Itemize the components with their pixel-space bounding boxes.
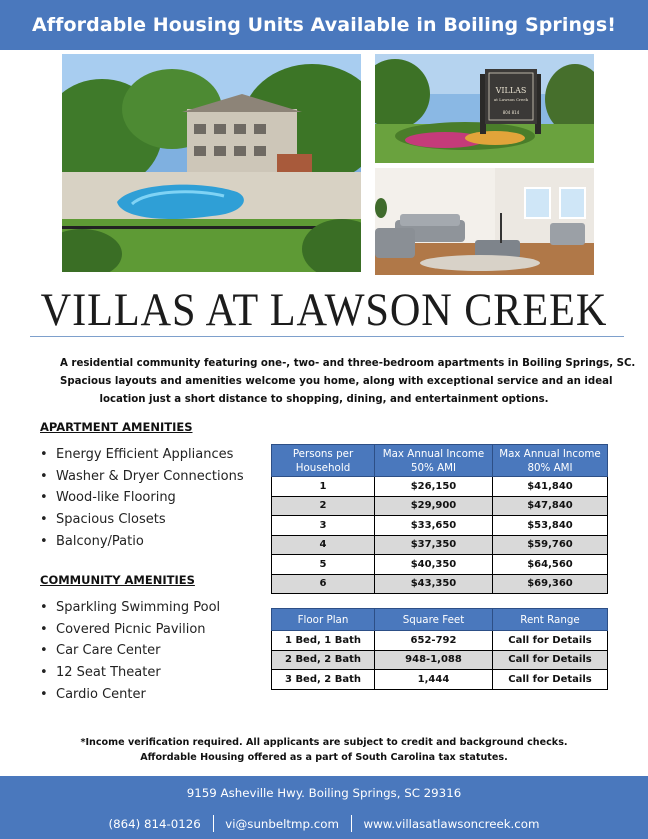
list-item: • Car Care Center — [40, 640, 220, 662]
bullet-icon: • — [40, 600, 48, 615]
list-item: • Sparkling Swimming Pool — [40, 597, 220, 619]
bullet-icon: • — [40, 621, 48, 637]
list-item: • Washer & Dryer Connections — [40, 466, 244, 488]
disclaimer — [60, 735, 588, 765]
floor-plan-table — [271, 608, 608, 690]
table-header: Persons per Household — [272, 445, 375, 477]
footer-email[interactable]: vi@sunbeltmp.com — [225, 817, 339, 831]
pool-photo — [62, 54, 361, 272]
footer-website[interactable]: www.villasatlawsoncreek.com — [363, 817, 540, 831]
list-item: • Balcony/Patio — [40, 531, 244, 553]
intro-line: Spacious layouts and amenities welcome you home, along with exceptional service and an ideal — [60, 376, 613, 387]
list-item: • Cardio Center — [40, 684, 220, 706]
footer-separator — [213, 815, 214, 832]
bullet-icon: • — [40, 643, 48, 659]
apartment-amenities-heading: APARTMENT AMENITIES — [40, 420, 193, 434]
table-header: Max Annual Income 50% AMI — [375, 445, 493, 477]
list-item: • Energy Efficient Appliances — [40, 444, 244, 466]
footer-separator — [351, 815, 352, 832]
table-row: 4 $37,350 $59,760 — [272, 535, 608, 555]
sign-brand: VILLAS — [495, 86, 527, 95]
title-divider — [30, 336, 624, 337]
top-banner — [0, 0, 648, 50]
apartment-amenities-list — [40, 444, 244, 552]
disclaimer-line: Affordable Housing offered as a part of South Carolina tax statutes. — [140, 752, 508, 763]
intro-paragraph — [60, 355, 636, 409]
bullet-icon: • — [40, 533, 48, 549]
footer-phone[interactable]: (864) 814-0126 — [108, 817, 201, 831]
bullet-icon: • — [40, 686, 48, 702]
living-room-photo — [375, 168, 594, 275]
table-row: 1 $26,150 $41,840 — [272, 477, 608, 497]
bullet-icon: • — [40, 512, 48, 528]
table-row: 3 Bed, 2 Bath 1,444 Call for Details — [272, 670, 608, 690]
entrance-sign-photo — [375, 54, 594, 163]
table-row: 2 Bed, 2 Bath 948-1,088 Call for Details — [272, 650, 608, 670]
sign-sub: at Lawson Creek — [493, 97, 529, 102]
table-row: 6 $43,350 $69,360 — [272, 574, 608, 594]
footer-contacts — [0, 815, 648, 832]
table-header: Floor Plan — [272, 609, 375, 631]
intro-line: location just a short distance to shopping, dining, and entertainment options. — [99, 394, 549, 405]
footer-address: 9159 Asheville Hwy. Boiling Springs, SC 29316 — [186, 786, 462, 800]
bullet-icon: • — [40, 447, 48, 462]
banner-text: Affordable Housing Units Available in Boiling Springs! — [31, 14, 617, 36]
list-item: • Wood-like Flooring — [40, 487, 244, 509]
table-header: Square Feet — [375, 609, 493, 631]
income-limits-table — [271, 444, 608, 594]
table-row: 1 Bed, 1 Bath 652-792 Call for Details — [272, 631, 608, 651]
table-header: Rent Range — [493, 609, 608, 631]
footer — [0, 776, 648, 839]
table-row: 3 $33,650 $53,840 — [272, 516, 608, 536]
disclaimer-line: *Income verification required. All applicants are subject to credit and background checks. — [80, 737, 568, 748]
bullet-icon: • — [40, 665, 48, 681]
bullet-icon: • — [40, 490, 48, 506]
sign-phone: 804 814 — [502, 110, 520, 115]
property-title: VILLAS AT LAWSON CREEK — [40, 284, 608, 336]
list-item: • Spacious Closets — [40, 509, 244, 531]
list-item: • 12 Seat Theater — [40, 662, 220, 684]
intro-line: A residential community featuring one-, two- and three-bedroom apartments in Boiling Springs, SC. — [60, 358, 636, 369]
community-amenities-list — [40, 597, 220, 705]
bullet-icon: • — [40, 468, 48, 484]
list-item: • Covered Picnic Pavilion — [40, 619, 220, 641]
table-row: 5 $40,350 $64,560 — [272, 555, 608, 575]
table-header: Max Annual Income 80% AMI — [493, 445, 608, 477]
community-amenities-heading: COMMUNITY AMENITIES — [40, 573, 195, 587]
table-row: 2 $29,900 $47,840 — [272, 496, 608, 516]
